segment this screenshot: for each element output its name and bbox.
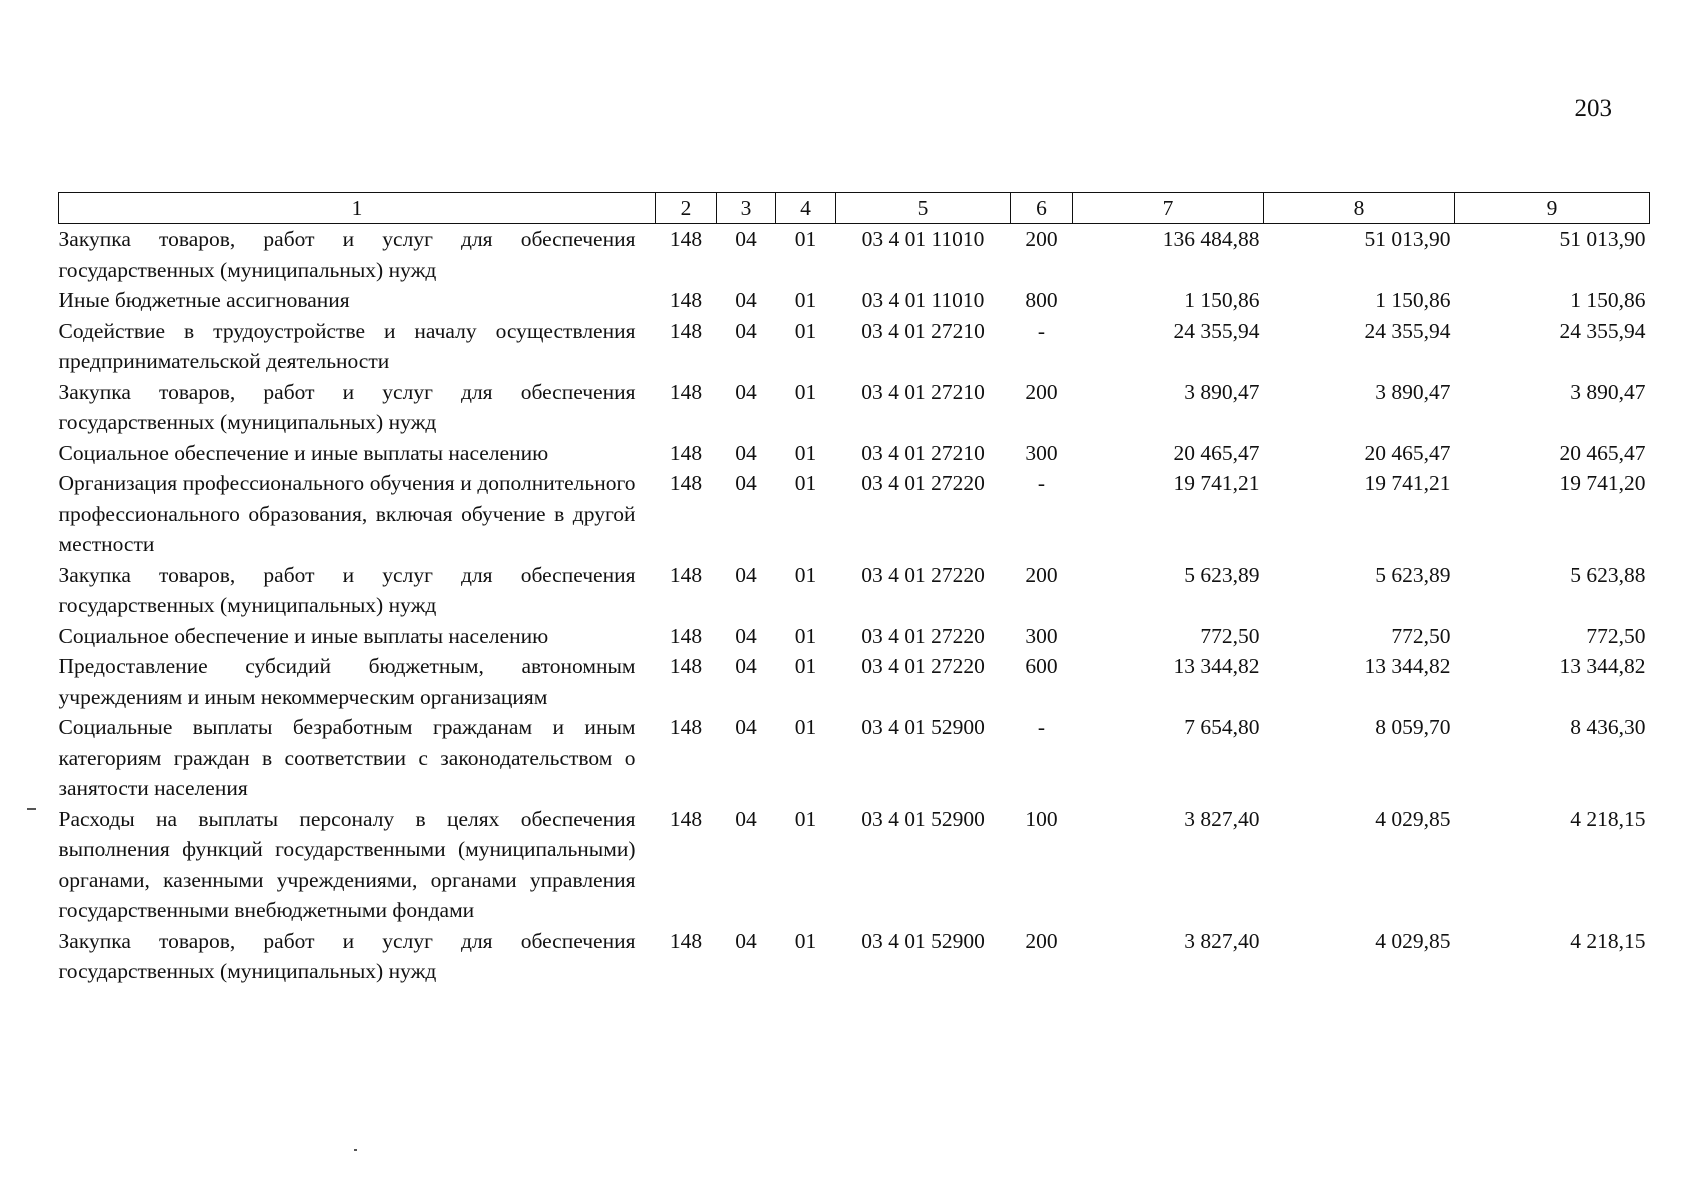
budget-table — [58, 192, 1650, 987]
cell-col-2: 148 — [669, 623, 703, 648]
cell-col-6: 600 — [1025, 654, 1058, 678]
cell-col-7: 19 741,21 — [1173, 471, 1260, 495]
cell-col-2: 148 — [669, 928, 703, 953]
row-name-cell: Закупка товаров, работ и услуг для обеспечения государственных (муниципальных) нужд — [58, 227, 636, 282]
column-header-6: 6 — [1011, 193, 1073, 224]
cell-col-2: 148 — [669, 471, 703, 495]
cell-col-5: 03 4 01 52900 — [861, 806, 985, 831]
cell-col-8: 8 059,70 — [1375, 715, 1451, 739]
column-header-9: 9 — [1455, 193, 1650, 224]
cell-col-3: 04 — [735, 715, 757, 739]
cell-col-8: 13 344,82 — [1364, 654, 1451, 678]
cell-col-2: 148 — [669, 440, 703, 465]
cell-col-5: 03 4 01 52900 — [861, 928, 985, 953]
cell-col-4: 01 — [794, 318, 817, 343]
table-row — [59, 560, 1650, 621]
page-number: 203 — [1574, 95, 1612, 122]
cell-col-9: 4 218,15 — [1570, 928, 1646, 953]
cell-col-3: 04 — [735, 318, 757, 343]
cell-col-8: 1 150,86 — [1375, 288, 1451, 312]
cell-col-7: 772,50 — [1200, 623, 1260, 648]
cell-col-6: 800 — [1025, 288, 1058, 312]
cell-col-6: - — [1037, 318, 1046, 343]
row-name-cell: Социальное обеспечение и иные выплаты населению — [58, 623, 549, 648]
cell-col-6: 200 — [1025, 562, 1058, 587]
row-name-cell: Социальное обеспечение и иные выплаты населению — [58, 440, 549, 465]
cell-col-8: 24 355,94 — [1364, 318, 1451, 343]
cell-col-4: 01 — [794, 654, 817, 678]
cell-col-4: 01 — [794, 623, 817, 648]
cell-col-6: 200 — [1025, 379, 1058, 404]
column-header-1: 1 — [59, 193, 656, 224]
cell-col-5: 03 4 01 27210 — [861, 318, 985, 343]
cell-col-5: 03 4 01 27210 — [861, 379, 985, 404]
row-name-cell: Содействие в трудоустройстве и началу осуществления предпринимательской деятельности — [58, 318, 636, 373]
cell-col-4: 01 — [794, 471, 817, 495]
cell-col-9: 8 436,30 — [1570, 715, 1646, 739]
row-name-cell: Закупка товаров, работ и услуг для обеспечения государственных (муниципальных) нужд — [58, 928, 636, 983]
cell-col-7: 20 465,47 — [1173, 440, 1260, 465]
cell-col-3: 04 — [735, 654, 757, 678]
column-header-2: 2 — [656, 193, 717, 224]
cell-col-3: 04 — [735, 471, 757, 495]
cell-col-6: 100 — [1025, 806, 1058, 831]
cell-col-6: 200 — [1025, 928, 1058, 953]
cell-col-3: 04 — [735, 562, 757, 587]
cell-col-5: 03 4 01 52900 — [861, 715, 985, 739]
table-row — [59, 926, 1650, 987]
cell-col-3: 04 — [735, 806, 757, 831]
cell-col-2: 148 — [669, 379, 703, 404]
column-header-4: 4 — [776, 193, 836, 224]
cell-col-6: 300 — [1025, 623, 1058, 648]
cell-col-7: 24 355,94 — [1173, 318, 1260, 343]
column-header-8: 8 — [1264, 193, 1455, 224]
cell-col-5: 03 4 01 27220 — [861, 562, 985, 587]
row-name-cell: Расходы на выплаты персоналу в целях обеспечения выполнения функций государственными (муниципальными) органами, казенными учреждениями, органами управления государственными внебюджетными фондами — [58, 806, 636, 922]
cell-col-3: 04 — [735, 379, 757, 404]
cell-col-2: 148 — [669, 654, 703, 678]
cell-col-5: 03 4 01 11010 — [861, 227, 985, 251]
cell-col-9: 3 890,47 — [1570, 379, 1646, 404]
cell-col-7: 3 827,40 — [1184, 928, 1260, 953]
table-row — [59, 804, 1650, 926]
cell-col-4: 01 — [794, 562, 817, 587]
cell-col-9: 19 741,20 — [1559, 471, 1646, 495]
cell-col-4: 01 — [794, 379, 817, 404]
cell-col-5: 03 4 01 27220 — [861, 623, 985, 648]
cell-col-8: 4 029,85 — [1375, 928, 1451, 953]
cell-col-8: 19 741,21 — [1364, 471, 1451, 495]
cell-col-4: 01 — [794, 288, 817, 312]
column-header-7: 7 — [1073, 193, 1264, 224]
row-name-cell: Организация профессионального обучения и дополнительного профессионального образования, включая обучение в другой местности — [58, 471, 636, 556]
cell-col-9: 1 150,86 — [1570, 288, 1646, 312]
row-name-cell: Предоставление субсидий бюджетным, автономным учреждениям и иным некоммерческим организациям — [58, 654, 636, 709]
row-name-cell: Закупка товаров, работ и услуг для обеспечения государственных (муниципальных) нужд — [58, 379, 636, 434]
cell-col-7: 5 623,89 — [1184, 562, 1260, 587]
cell-col-8: 51 013,90 — [1364, 227, 1451, 251]
scan-speck — [354, 1149, 357, 1151]
cell-col-7: 7 654,80 — [1184, 715, 1260, 739]
cell-col-9: 772,50 — [1586, 623, 1646, 648]
cell-col-3: 04 — [735, 623, 757, 648]
cell-col-7: 1 150,86 — [1184, 288, 1260, 312]
row-name-cell: Иные бюджетные ассигнования — [58, 288, 350, 312]
cell-col-6: - — [1037, 471, 1046, 495]
cell-col-4: 01 — [794, 227, 817, 251]
cell-col-9: 51 013,90 — [1559, 227, 1646, 251]
cell-col-2: 148 — [669, 806, 703, 831]
cell-col-7: 3 827,40 — [1184, 806, 1260, 831]
cell-col-5: 03 4 01 27210 — [861, 440, 985, 465]
cell-col-3: 04 — [735, 288, 757, 312]
cell-col-3: 04 — [735, 440, 757, 465]
table-row — [59, 224, 1650, 286]
table-row — [59, 316, 1650, 377]
table-row — [59, 285, 1650, 316]
cell-col-5: 03 4 01 27220 — [861, 471, 985, 495]
cell-col-5: 03 4 01 11010 — [861, 288, 985, 312]
table-header-row — [59, 193, 1650, 224]
table-row — [59, 468, 1650, 560]
table-row — [59, 621, 1650, 652]
cell-col-9: 24 355,94 — [1559, 318, 1646, 343]
column-header-5: 5 — [836, 193, 1011, 224]
cell-col-9: 4 218,15 — [1570, 806, 1646, 831]
cell-col-7: 13 344,82 — [1173, 654, 1260, 678]
cell-col-9: 13 344,82 — [1559, 654, 1646, 678]
cell-col-8: 20 465,47 — [1364, 440, 1451, 465]
cell-col-4: 01 — [794, 806, 817, 831]
row-name-cell: Социальные выплаты безработным гражданам и иным категориям граждан в соответствии с законодательством о занятости населения — [58, 715, 636, 800]
cell-col-5: 03 4 01 27220 — [861, 654, 985, 678]
cell-col-6: 200 — [1025, 227, 1058, 251]
cell-col-8: 4 029,85 — [1375, 806, 1451, 831]
table-row — [59, 438, 1650, 469]
cell-col-7: 136 484,88 — [1162, 227, 1260, 251]
cell-col-6: 300 — [1025, 440, 1058, 465]
cell-col-3: 04 — [735, 227, 757, 251]
scan-speck — [27, 808, 36, 810]
cell-col-7: 3 890,47 — [1184, 379, 1260, 404]
cell-col-9: 20 465,47 — [1559, 440, 1646, 465]
cell-col-2: 148 — [669, 288, 703, 312]
cell-col-8: 5 623,89 — [1375, 562, 1451, 587]
cell-col-4: 01 — [794, 440, 817, 465]
cell-col-3: 04 — [735, 928, 757, 953]
cell-col-8: 772,50 — [1391, 623, 1451, 648]
cell-col-4: 01 — [794, 928, 817, 953]
table-row — [59, 377, 1650, 438]
cell-col-2: 148 — [669, 562, 703, 587]
cell-col-2: 148 — [669, 715, 703, 739]
cell-col-8: 3 890,47 — [1375, 379, 1451, 404]
cell-col-6: - — [1037, 715, 1046, 739]
cell-col-9: 5 623,88 — [1570, 562, 1646, 587]
row-name-cell: Закупка товаров, работ и услуг для обеспечения государственных (муниципальных) нужд — [58, 562, 636, 617]
column-header-3: 3 — [717, 193, 776, 224]
table-row — [59, 651, 1650, 712]
table-row — [59, 712, 1650, 804]
cell-col-4: 01 — [794, 715, 817, 739]
cell-col-2: 148 — [669, 227, 703, 251]
cell-col-2: 148 — [669, 318, 703, 343]
